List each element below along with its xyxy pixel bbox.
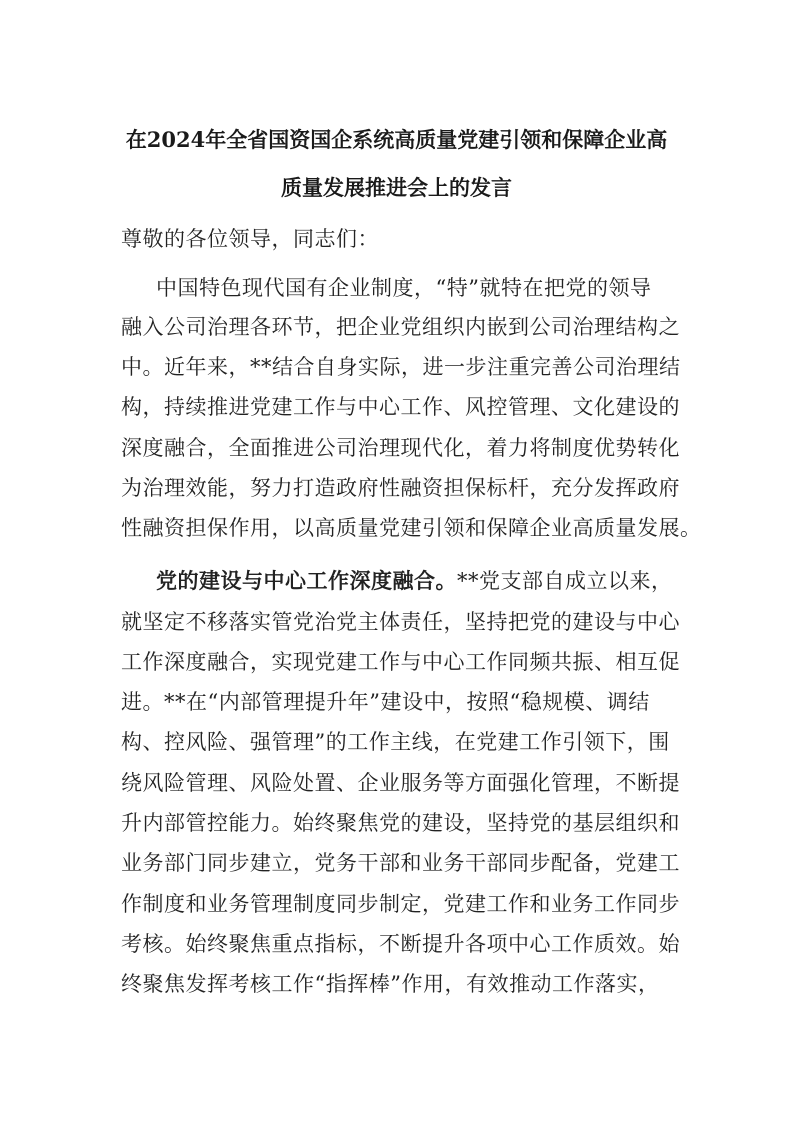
paragraph1-line: 构，持续推进党建工作与中心工作、风控管理、文化建设的: [121, 395, 680, 419]
paragraph2-heading: 党的建设与中心工作深度融合。: [156, 568, 457, 593]
paragraph1-line: 中。近年来，**结合自身实际，进一步注重完善公司治理结: [121, 355, 681, 379]
paragraph1-line: 融入公司治理各环节，把企业党组织内嵌到公司治理结构之: [121, 315, 680, 339]
paragraph2-first-line: [156, 565, 673, 595]
document-title-line-1: 在2024年全省国资国企系统高质量党建引领和保障企业高: [125, 127, 668, 152]
paragraph2-line: 进。**在“内部管理提升年”建设中，按照“稳规模、调结: [121, 690, 650, 714]
paragraph1-line: 中国特色现代国有企业制度，“特”就特在把党的领导: [156, 276, 652, 300]
paragraph2-line: 作制度和业务管理制度同步制定，党建工作和业务工作同步: [121, 892, 680, 916]
paragraph1-line: 深度融合，全面推进公司治理现代化，着力将制度优势转化: [121, 436, 680, 460]
paragraph2-first-line-rest: **党支部自成立以来，: [457, 569, 673, 593]
salutation: 尊敬的各位领导，同志们：: [121, 227, 379, 251]
document-title-line-2: 质量发展推进会上的发言: [281, 175, 512, 200]
paragraph1-line: 为治理效能，努力打造政府性融资担保标杆，充分发挥政府: [121, 476, 680, 500]
paragraph2-line: 考核。始终聚焦重点指标，不断提升各项中心工作质效。始: [121, 932, 680, 956]
paragraph2-line: 升内部管控能力。始终聚焦党的建设，坚持党的基层组织和: [121, 811, 680, 835]
paragraph1-line: 性融资担保作用，以高质量党建引领和保障企业高质量发展。: [121, 516, 702, 540]
paragraph2-line: 构、控风险、强管理”的工作主线，在党建工作引领下，围: [121, 730, 670, 754]
paragraph2-line: 绕风险管理、风险处置、企业服务等方面强化管理，不断提: [121, 771, 680, 795]
paragraph2-line: 工作深度融合，实现党建工作与中心工作同频共振、相互促: [121, 650, 680, 674]
paragraph2-line: 就坚定不移落实管党治党主体责任，坚持把党的建设与中心: [121, 610, 680, 634]
paragraph2-line: 业务部门同步建立，党务干部和业务干部同步配备，党建工: [121, 851, 680, 875]
paragraph2-line: 终聚焦发挥考核工作“指挥棒”作用，有效推动工作落实，: [121, 972, 660, 996]
